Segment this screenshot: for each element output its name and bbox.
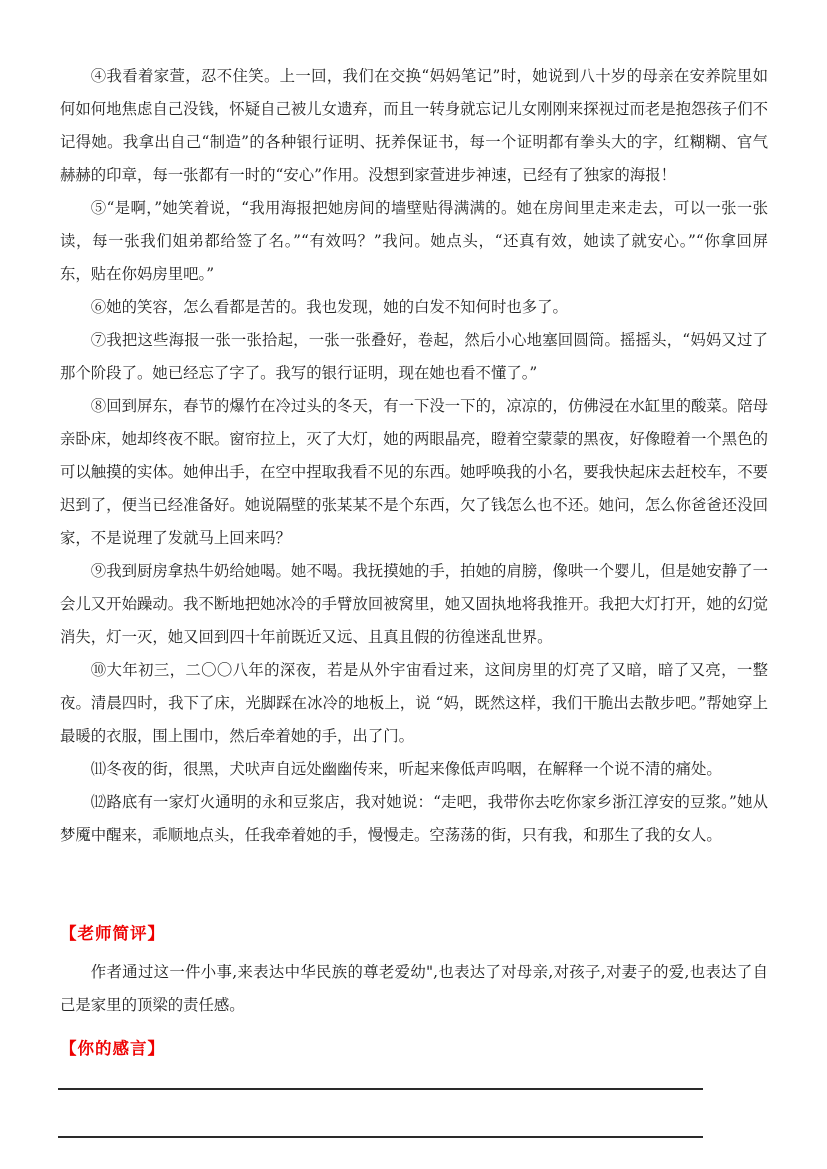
passage-paragraph-12: ⑿路底有一家灯火通明的永和豆浆店，我对她说：“走吧，我带你去吃你家乡浙江淳安的豆浆。”她从梦魇中醒来，乖顺地点头，任我牵着她的手，慢慢走。空荡荡的街，只有我，和那生了我的女人。	[60, 793, 768, 844]
passage-paragraph-4: ④我看着家萱，忍不住笑。上一回，我们在交换“妈妈笔记”时，她说到八十岁的母亲在安养院里如何如何地焦虑自己没钱，怀疑自己被儿女遗弃，而且一转身就忘记儿女刚刚来探视过而老是抱怨孩子们不记得她。我拿出自己“制造”的各种银行证明、抚养保证书，每一个证明都有拳头大的字，红糊糊、官气赫赫的印章，每一张都有一时的“安心”作用。没想到家萱进步神速，已经有了独家的海报！	[60, 67, 768, 184]
your-response-heading: 【你的感言】	[60, 1039, 165, 1058]
teacher-review-body: 作者通过这一件小事,来表达中华民族的尊老爱幼",也表达了对母亲,对孩子,对妻子的爱,也表达了自己是家里的顶梁的责任感。	[60, 963, 768, 1014]
answer-line-2	[58, 1090, 703, 1138]
passage-paragraph-9: ⑨我到厨房拿热牛奶给她喝。她不喝。我抚摸她的手，拍她的肩膀，像哄一个婴儿，但是她安静了一会儿又开始躁动。我不断地把她冰冷的手臂放回被窝里，她又固执地将我推开。我把大灯打开，她的幻觉消失，灯一灭，她又回到四十年前既近又远、且真且假的彷徨迷乱世界。	[60, 562, 768, 646]
passage-paragraph-5: ⑤“是啊，”她笑着说，“我用海报把她房间的墙壁贴得满满的。她在房间里走来走去，可以一张一张读，每一张我们姐弟都给签了名。”“有效吗？”我问。她点头，“还真有效，她读了就安心。”“你拿回屏东，贴在你妈房里吧。”	[60, 199, 768, 283]
reading-passage	[60, 60, 768, 852]
passage-paragraph-6: ⑥她的笑容，怎么看都是苦的。我也发现，她的白发不知何时也多了。	[90, 298, 568, 316]
passage-paragraph-8: ⑧回到屏东，春节的爆竹在冷过头的冬天，有一下没一下的，凉凉的，仿佛浸在水缸里的酸菜。陪母亲卧床，她却终夜不眠。窗帘拉上，灭了大灯，她的两眼晶亮，瞪着空蒙蒙的黑夜，好像瞪着一个黑色的可以触摸的实体。她伸出手，在空中捏取我看不见的东西。她呼唤我的小名，要我快起床去赶校车，不要迟到了，便当已经准备好。她说隔壁的张某某不是个东西，欠了钱怎么也不还。她问，怎么你爸爸还没回家，不是说理了发就马上回来吗？	[60, 397, 768, 547]
passage-paragraph-11: ⑾冬夜的街，很黑，犬吠声自远处幽幽传来，听起来像低声呜咽，在解释一个说不清的痛处。	[90, 760, 722, 778]
teacher-review-heading: 【老师简评】	[60, 924, 165, 943]
answer-lines-area	[58, 1064, 768, 1169]
page-content	[60, 60, 768, 1169]
passage-paragraph-7: ⑦我把这些海报一张一张拾起，一张一张叠好，卷起，然后小心地塞回圆筒。摇摇头，“妈妈又过了那个阶段了。她已经忘了字了。我写的银行证明，现在她也看不懂了。”	[60, 331, 768, 382]
passage-paragraph-10: ⑩大年初三，二〇〇八年的深夜，若是从外宇宙看过来，这间房里的灯亮了又暗，暗了又亮，一整夜。清晨四时，我下了床，光脚踩在冰冷的地板上，说 “妈，既然这样，我们干脆出去散步吧。”帮她穿上最暖的衣服，围上围巾，然后牵着她的手，出了门。	[60, 661, 768, 745]
answer-line-3	[58, 1138, 703, 1169]
answer-line-1	[58, 1064, 703, 1090]
